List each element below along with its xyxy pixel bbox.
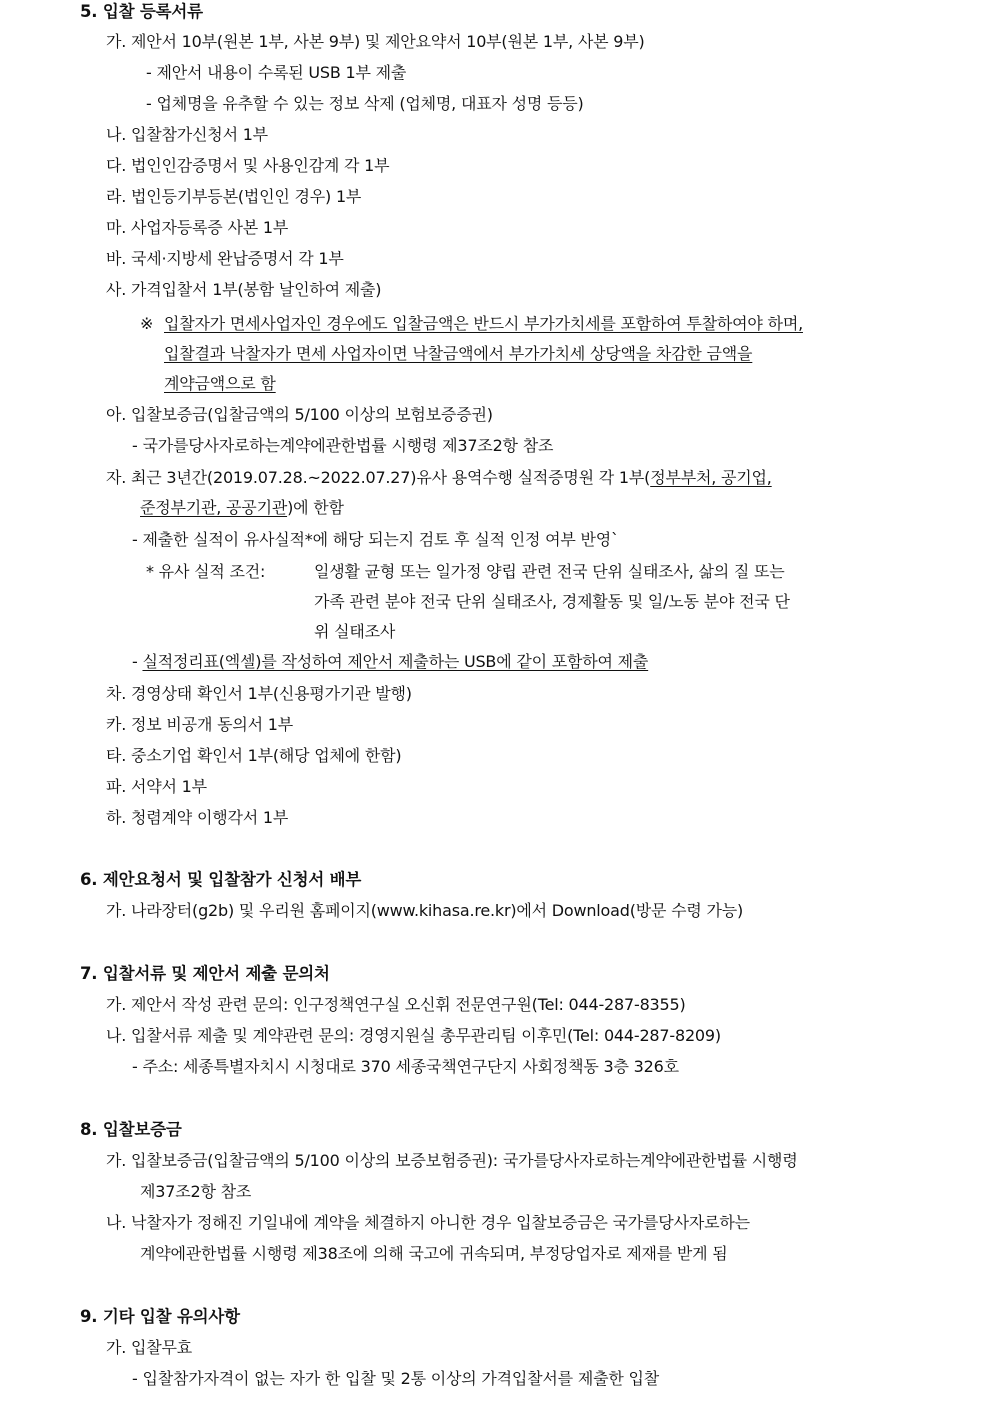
section-7-title: 7. 입찰서류 및 제안서 제출 문의처 (80, 964, 330, 983)
s8-item-na-1: 나. 낙찰자가 정해진 기일내에 계약을 체결하지 아니한 경우 입찰보증금은 국가를당사자로하는 (106, 1213, 750, 1232)
s7-address: - 주소: 세종특별자치시 시청대로 370 세종국책연구단지 사회정책동 3층 326호 (132, 1057, 679, 1076)
s5-item-pa: 파. 서약서 1부 (106, 777, 207, 796)
s5-item-ra: 라. 법인등기부등본(법인인 경우) 1부 (106, 187, 362, 206)
cond-line-1: 일생활 균형 또는 일가정 양립 관련 전국 단위 실태조사, 삶의 질 또는 (314, 562, 785, 581)
note-line-3: 계약금액으로 함 (164, 374, 276, 393)
ja-sub2-dash: - (132, 652, 143, 671)
s5-item-a: 아. 입찰보증금(입찰금액의 5/100 이상의 보험보증증권) (106, 405, 493, 424)
note-line-1: 입찰자가 면세사업자인 경우에도 입찰금액은 반드시 부가가치세를 포함하여 투찰하여야 하며, (164, 314, 803, 333)
ja-sub2-text: 실적정리표(엑셀)를 작성하여 제안서 제출하는 USB에 같이 포함하여 제출 (142, 652, 649, 671)
s8-item-ga-1: 가. 입찰보증금(입찰금액의 5/100 이상의 보증보험증권): 국가를당사자로하는계약에관한법률 시행령 (106, 1151, 798, 1170)
s7-item-ga: 가. 제안서 작성 관련 문의: 인구정책연구실 오신휘 전문연구원(Tel: 044-287-8355) (106, 995, 686, 1014)
s5-item-da: 다. 법인인감증명서 및 사용인감계 각 1부 (106, 156, 390, 175)
ja-prefix: 자. 최근 3년간(2019.07.28.~2022.07.27)유사 용역수행 실적증명원 각 1부( (106, 468, 651, 487)
s5-item-ba: 바. 국세·지방세 완납증명서 각 1부 (106, 249, 344, 268)
s5-item-na: 나. 입찰참가신청서 1부 (106, 125, 268, 144)
ja-underline-2: 준정부기관, 공공기관 (140, 498, 288, 517)
s9-invalid-bid: - 입찰참가자격이 없는 자가 한 입찰 및 2통 이상의 가격입찰서를 제출한 입찰 (132, 1369, 659, 1388)
section-8-title: 8. 입찰보증금 (80, 1120, 182, 1139)
s5-item-a-sub: - 국가를당사자로하는계약에관한법률 시행령 제37조2항 참조 (132, 436, 554, 455)
section-6-title: 6. 제안요청서 및 입찰참가 신청서 배부 (80, 870, 362, 889)
s5-item-sa: 사. 가격입찰서 1부(봉함 날인하여 제출) (106, 280, 382, 299)
s8-item-ga-2: 제37조2항 참조 (140, 1182, 252, 1201)
s5-item-ha: 하. 청렴계약 이행각서 1부 (106, 808, 289, 827)
s5-sub-usb: - 제안서 내용이 수록된 USB 1부 제출 (146, 63, 407, 82)
s5-item-ta: 타. 중소기업 확인서 1부(해당 업체에 한함) (106, 746, 402, 765)
s8-item-na-2: 계약에관한법률 시행령 제38조에 의해 국고에 귀속되며, 부정당업자로 제재를 받게 됨 (140, 1244, 728, 1263)
s5-item-ja-sub2 (132, 652, 648, 672)
section-5-title: 5. 입찰 등록서류 (80, 2, 203, 21)
ja-underline-1: 정부부처, 공기업, (650, 468, 772, 487)
note-line-2: 입찰결과 낙찰자가 면세 사업자이면 낙찰금액에서 부가가치세 상당액을 차감한 금액을 (164, 344, 753, 363)
s5-item-ja-sub1: - 제출한 실적이 유사실적*에 해당 되는지 검토 후 실적 인정 여부 반영` (132, 530, 619, 549)
cond-line-3: 위 실태조사 (314, 622, 396, 641)
s5-item-ma: 마. 사업자등록증 사본 1부 (106, 218, 289, 237)
s5-item-cha: 차. 경영상태 확인서 1부(신용평가기관 발행) (106, 684, 412, 703)
s5-item-ga: 가. 제안서 10부(원본 1부, 사본 9부) 및 제안요약서 10부(원본 1부, 사본 9부) (106, 32, 645, 51)
note-mark: ※ (140, 314, 154, 333)
s5-item-ja-line1 (106, 468, 772, 488)
s5-item-ja-line2 (140, 498, 344, 518)
s5-sub-delete-info: - 업체명을 유추할 수 있는 정보 삭제 (업체명, 대표자 성명 등등) (146, 94, 584, 113)
section-9-title: 9. 기타 입찰 유의사항 (80, 1307, 240, 1326)
s5-item-ka: 카. 정보 비공개 동의서 1부 (106, 715, 293, 734)
ja-suffix: )에 한함 (287, 498, 344, 517)
cond-line-2: 가족 관련 분야 전국 단위 실태조사, 경제활동 및 일/노동 분야 전국 단 (314, 592, 790, 611)
cond-label: * 유사 실적 조건: (146, 562, 266, 581)
s6-item-ga: 가. 나라장터(g2b) 및 우리원 홈페이지(www.kihasa.re.kr)에서 Download(방문 수령 가능) (106, 901, 744, 920)
s7-item-na: 나. 입찰서류 제출 및 계약관련 문의: 경영지원실 총무관리팀 이후민(Tel: 044-287-8209) (106, 1026, 721, 1045)
s9-item-ga: 가. 입찰무효 (106, 1338, 193, 1357)
